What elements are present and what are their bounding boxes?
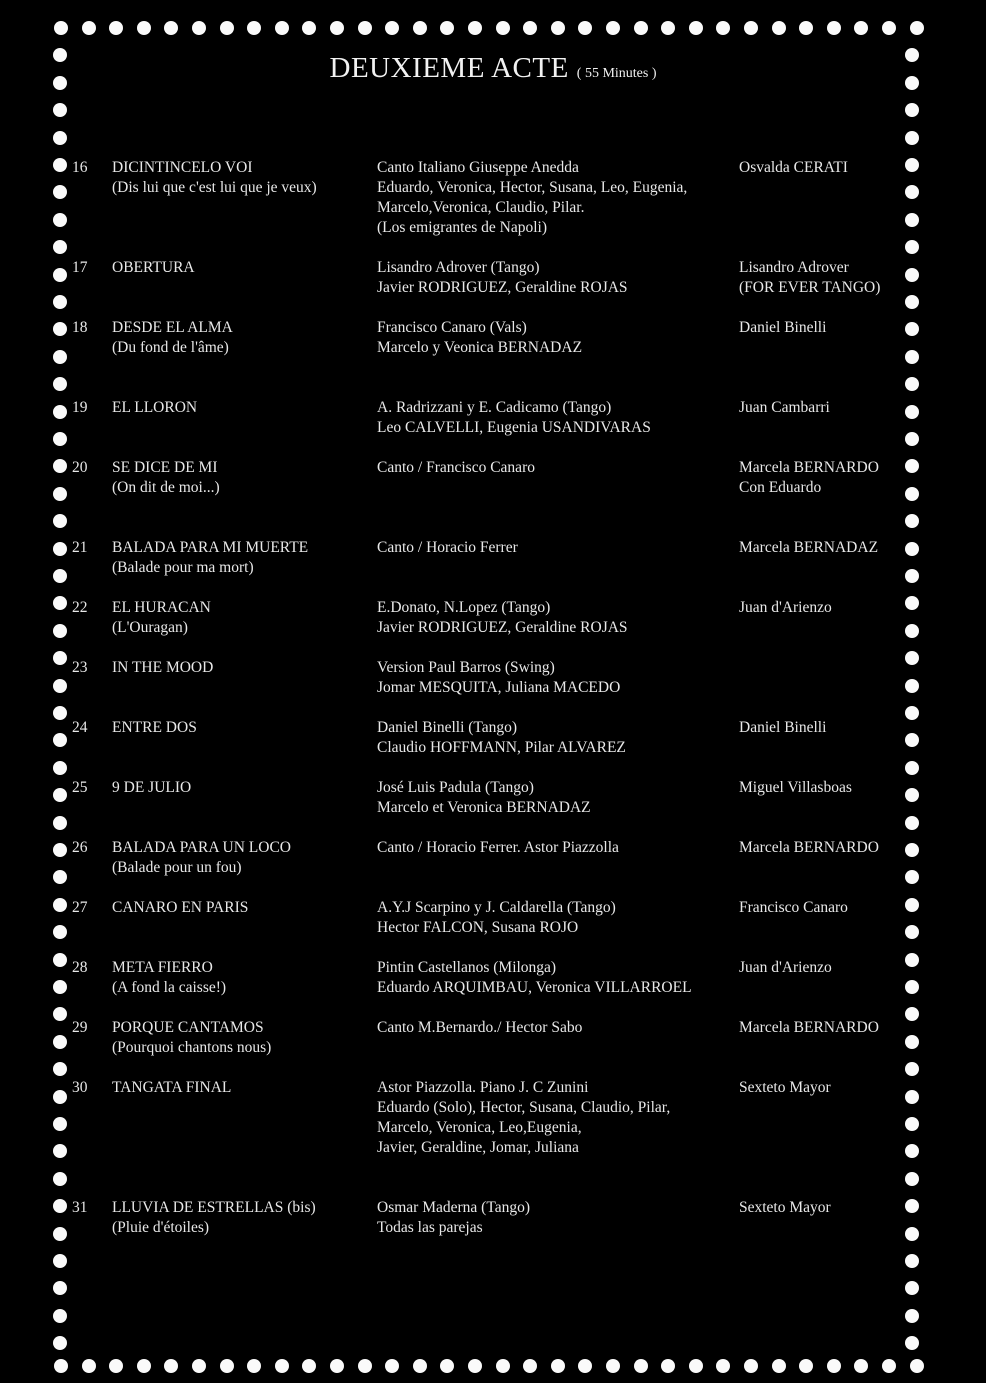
- entry-title-block: [112, 598, 372, 638]
- border-dot: [53, 542, 67, 556]
- entry-title: OBERTURA: [112, 259, 195, 276]
- detail-line: Eduardo ARQUIMBAU, Veronica VILLARROEL: [377, 979, 692, 996]
- border-dot: [358, 1359, 372, 1373]
- border-dot: [358, 21, 372, 35]
- entry-subtitle: (Pourquoi chantons nous): [112, 1039, 272, 1056]
- border-dot: [53, 706, 67, 720]
- border-dot: [716, 21, 730, 35]
- entry-title: BALADA PARA UN LOCO: [112, 839, 291, 856]
- border-dot: [905, 103, 919, 117]
- border-dot: [854, 1359, 868, 1373]
- border-dot: [54, 1359, 68, 1373]
- detail-line: Marcelo et Veronica BERNADAZ: [377, 799, 591, 816]
- border-dot: [772, 21, 786, 35]
- border-dot: [53, 679, 67, 693]
- entry-title-block: [112, 1018, 372, 1058]
- detail-line: Eduardo (Solo), Hector, Susana, Claudio, Pilar,: [377, 1099, 671, 1116]
- border-dot: [468, 1359, 482, 1373]
- border-dot: [247, 21, 261, 35]
- entry-number: 31: [72, 1199, 88, 1216]
- border-dot: [744, 21, 758, 35]
- border-dot: [330, 21, 344, 35]
- border-dot: [905, 1062, 919, 1076]
- border-dot: [192, 1359, 206, 1373]
- border-dot: [53, 925, 67, 939]
- border-dot: [689, 21, 703, 35]
- entry-details: [377, 838, 737, 858]
- detail-line: Canto / Horacio Ferrer: [377, 539, 518, 556]
- border-dot: [905, 1227, 919, 1241]
- entry-title: IN THE MOOD: [112, 659, 214, 676]
- entry-title-block: [112, 538, 372, 578]
- entry-number: 28: [72, 959, 88, 976]
- entry-artist: [739, 398, 919, 418]
- border-dot: [53, 1199, 67, 1213]
- border-dot: [882, 1359, 896, 1373]
- border-dot: [661, 21, 675, 35]
- detail-line: Javier, Geraldine, Jomar, Juliana: [377, 1139, 579, 1156]
- border-dot: [905, 1117, 919, 1131]
- artist-line: Marcela BERNADAZ: [739, 539, 879, 556]
- entry-details: [377, 598, 737, 638]
- detail-line: Todas las parejas: [377, 1219, 483, 1236]
- act-duration: ( 55 Minutes ): [576, 66, 657, 81]
- detail-line: Marcelo,Veronica, Claudio, Pilar.: [377, 199, 585, 216]
- artist-line: Sexteto Mayor: [739, 1199, 831, 1216]
- entry-artist: [739, 158, 919, 178]
- entry-subtitle: (Balade pour un fou): [112, 859, 242, 876]
- border-dot: [54, 21, 68, 35]
- border-dot: [910, 1359, 924, 1373]
- entry-artist: [739, 458, 919, 498]
- border-dot: [192, 21, 206, 35]
- detail-line: Version Paul Barros (Swing): [377, 659, 555, 676]
- border-dot: [164, 1359, 178, 1373]
- artist-line: Marcela BERNARDO: [739, 839, 879, 856]
- border-dot: [905, 377, 919, 391]
- border-dot: [53, 240, 67, 254]
- entry-subtitle: (Du fond de l'âme): [112, 339, 229, 356]
- border-dot: [53, 1117, 67, 1131]
- entry-subtitle: (Balade pour ma mort): [112, 559, 254, 576]
- entry-details: [377, 778, 737, 818]
- entry-number: 18: [72, 319, 88, 336]
- border-dot: [551, 21, 565, 35]
- border-dot: [523, 21, 537, 35]
- border-dot: [905, 1144, 919, 1158]
- border-dot: [905, 1309, 919, 1323]
- border-dot: [109, 21, 123, 35]
- border-dot: [551, 1359, 565, 1373]
- entry-details: [377, 1198, 737, 1238]
- entry-details: [377, 158, 737, 238]
- entry-number: 19: [72, 399, 88, 416]
- detail-line: (Los emigrantes de Napoli): [377, 219, 548, 236]
- detail-line: Osmar Maderna (Tango): [377, 1199, 530, 1216]
- border-dot: [905, 240, 919, 254]
- detail-line: Marcelo y Veonica BERNADAZ: [377, 339, 583, 356]
- border-dot: [744, 1359, 758, 1373]
- border-dot: [634, 21, 648, 35]
- entry-title: TANGATA FINAL: [112, 1079, 232, 1096]
- entry-title-block: [112, 958, 372, 998]
- detail-line: Hector FALCON, Susana ROJO: [377, 919, 579, 936]
- detail-line: Astor Piazzolla. Piano J. C Zunini: [377, 1079, 589, 1096]
- border-dot: [164, 21, 178, 35]
- detail-line: Daniel Binelli (Tango): [377, 719, 518, 736]
- border-dot: [53, 487, 67, 501]
- entry-artist: [739, 718, 919, 738]
- page-title: [0, 52, 986, 85]
- entry-number: 27: [72, 899, 88, 916]
- border-dot: [496, 21, 510, 35]
- border-dot: [905, 925, 919, 939]
- detail-line: Leo CALVELLI, Eugenia USANDIVARAS: [377, 419, 651, 436]
- border-dot: [53, 350, 67, 364]
- border-dot: [53, 733, 67, 747]
- border-dot: [53, 1254, 67, 1268]
- entry-number: 22: [72, 599, 88, 616]
- entry-artist: [739, 258, 919, 298]
- border-dot: [53, 103, 67, 117]
- entry-title: BALADA PARA MI MUERTE: [112, 539, 309, 556]
- border-dot: [53, 295, 67, 309]
- entry-title-block: [112, 1198, 372, 1238]
- artist-line: Sexteto Mayor: [739, 1079, 831, 1096]
- entry-title: PORQUE CANTAMOS: [112, 1019, 264, 1036]
- artist-line: Francisco Canaro: [739, 899, 848, 916]
- border-dot: [82, 1359, 96, 1373]
- detail-line: Canto / Horacio Ferrer. Astor Piazzolla: [377, 839, 619, 856]
- detail-line: A.Y.J Scarpino y J. Caldarella (Tango): [377, 899, 616, 916]
- border-dot: [827, 21, 841, 35]
- artist-line: Lisandro Adrover: [739, 259, 849, 276]
- border-dot: [882, 21, 896, 35]
- border-dot: [53, 624, 67, 638]
- entry-details: [377, 658, 737, 698]
- entry-details: [377, 318, 737, 358]
- border-dot: [53, 596, 67, 610]
- detail-line: Canto / Francisco Canaro: [377, 459, 535, 476]
- entry-artist: [739, 838, 919, 858]
- border-dot: [109, 1359, 123, 1373]
- entry-number: 20: [72, 459, 88, 476]
- border-dot: [634, 1359, 648, 1373]
- artist-line: Con Eduardo: [739, 479, 822, 496]
- detail-line: Canto Italiano Giuseppe Anedda: [377, 159, 579, 176]
- artist-line: Juan Cambarri: [739, 399, 830, 416]
- entry-title: DESDE EL ALMA: [112, 319, 233, 336]
- border-dot: [905, 816, 919, 830]
- border-dot: [496, 1359, 510, 1373]
- entry-subtitle: (L'Ouragan): [112, 619, 188, 636]
- border-dot: [905, 1172, 919, 1186]
- detail-line: Jomar MESQUITA, Juliana MACEDO: [377, 679, 621, 696]
- entry-title: EL LLORON: [112, 399, 198, 416]
- border-dot: [689, 1359, 703, 1373]
- detail-line: Canto M.Bernardo./ Hector Sabo: [377, 1019, 583, 1036]
- border-dot: [53, 870, 67, 884]
- border-dot: [53, 131, 67, 145]
- border-dot: [440, 1359, 454, 1373]
- entry-title: CANARO EN PARIS: [112, 899, 249, 916]
- border-dot: [53, 185, 67, 199]
- border-dot: [905, 1336, 919, 1350]
- entry-details: [377, 718, 737, 758]
- border-dot: [905, 569, 919, 583]
- border-dot: [468, 21, 482, 35]
- detail-line: A. Radrizzani y E. Cadicamo (Tango): [377, 399, 612, 416]
- entry-details: [377, 898, 737, 938]
- border-dot: [302, 1359, 316, 1373]
- detail-line: Lisandro Adrover (Tango): [377, 259, 540, 276]
- entry-title: DICINTINCELO VOI: [112, 159, 253, 176]
- border-dot: [53, 268, 67, 282]
- border-dot: [905, 651, 919, 665]
- border-dot: [53, 1227, 67, 1241]
- border-dot: [578, 1359, 592, 1373]
- border-dot: [716, 1359, 730, 1373]
- border-dot: [385, 21, 399, 35]
- border-dot: [53, 1336, 67, 1350]
- border-dot: [53, 1090, 67, 1104]
- border-dot: [53, 761, 67, 775]
- artist-line: Miguel Villasboas: [739, 779, 852, 796]
- border-dot: [606, 21, 620, 35]
- entry-title-block: [112, 658, 372, 678]
- artist-line: Marcela BERNARDO: [739, 1019, 879, 1036]
- detail-line: Claudio HOFFMANN, Pilar ALVAREZ: [377, 739, 626, 756]
- border-dot: [905, 213, 919, 227]
- artist-line: Daniel Binelli: [739, 719, 827, 736]
- border-dot: [905, 679, 919, 693]
- border-dot: [905, 1281, 919, 1295]
- border-dot: [53, 377, 67, 391]
- detail-line: E.Donato, N.Lopez (Tango): [377, 599, 551, 616]
- entry-title-block: [112, 778, 372, 798]
- border-dot: [53, 788, 67, 802]
- border-dot: [53, 843, 67, 857]
- border-dot: [137, 21, 151, 35]
- entry-number: 21: [72, 539, 88, 556]
- border-dot: [53, 1309, 67, 1323]
- border-dot: [910, 21, 924, 35]
- detail-line: Javier RODRIGUEZ, Geraldine ROJAS: [377, 619, 628, 636]
- border-dot: [905, 980, 919, 994]
- border-dot: [905, 185, 919, 199]
- border-dot: [905, 131, 919, 145]
- border-dot: [275, 21, 289, 35]
- entry-title-block: [112, 1078, 372, 1098]
- border-dot: [53, 898, 67, 912]
- entry-title-block: [112, 398, 372, 418]
- entry-title-block: [112, 458, 372, 498]
- entry-title-block: [112, 838, 372, 878]
- detail-line: Marcelo, Veronica, Leo,Eugenia,: [377, 1119, 582, 1136]
- border-dot: [53, 980, 67, 994]
- detail-line: José Luis Padula (Tango): [377, 779, 534, 796]
- entry-details: [377, 1078, 737, 1158]
- entry-number: 30: [72, 1079, 88, 1096]
- border-dot: [905, 350, 919, 364]
- border-dot: [523, 1359, 537, 1373]
- border-dot: [440, 21, 454, 35]
- entry-number: 26: [72, 839, 88, 856]
- border-dot: [275, 1359, 289, 1373]
- border-dot: [53, 514, 67, 528]
- entry-details: [377, 538, 737, 558]
- border-dot: [53, 1172, 67, 1186]
- border-dot: [53, 1062, 67, 1076]
- entry-title: 9 DE JULIO: [112, 779, 192, 796]
- border-dot: [413, 1359, 427, 1373]
- artist-line: Daniel Binelli: [739, 319, 827, 336]
- detail-line: Javier RODRIGUEZ, Geraldine ROJAS: [377, 279, 628, 296]
- entry-details: [377, 958, 737, 998]
- border-dot: [53, 1035, 67, 1049]
- border-dot: [799, 21, 813, 35]
- entry-title-block: [112, 318, 372, 358]
- entry-details: [377, 458, 737, 478]
- artist-line: Juan d'Arienzo: [739, 959, 832, 976]
- entry-title-block: [112, 898, 372, 918]
- detail-line: Eduardo, Veronica, Hector, Susana, Leo, Eugenia,: [377, 179, 688, 196]
- artist-line: Marcela BERNARDO: [739, 459, 879, 476]
- border-dot: [53, 1144, 67, 1158]
- border-dot: [53, 953, 67, 967]
- entry-artist: [739, 1018, 919, 1038]
- entry-title: EL HURACAN: [112, 599, 211, 616]
- entry-details: [377, 398, 737, 438]
- entry-number: 25: [72, 779, 88, 796]
- detail-line: Pintin Castellanos (Milonga): [377, 959, 557, 976]
- entry-subtitle: (Dis lui que c'est lui que je veux): [112, 179, 317, 196]
- border-dot: [220, 1359, 234, 1373]
- entry-artist: [739, 1198, 919, 1218]
- border-dot: [854, 21, 868, 35]
- border-dot: [772, 1359, 786, 1373]
- border-dot: [82, 21, 96, 35]
- border-dot: [220, 21, 234, 35]
- border-dot: [53, 322, 67, 336]
- border-dot: [905, 761, 919, 775]
- entry-artist: [739, 318, 919, 338]
- border-dot: [53, 816, 67, 830]
- border-dot: [905, 1254, 919, 1268]
- entry-title: LLUVIA DE ESTRELLAS (bis): [112, 1199, 316, 1216]
- entry-artist: [739, 958, 919, 978]
- entry-artist: [739, 598, 919, 618]
- entry-title: ENTRE DOS: [112, 719, 197, 736]
- border-dot: [53, 432, 67, 446]
- border-dot: [905, 514, 919, 528]
- border-dot: [53, 569, 67, 583]
- entry-title: SE DICE DE MI: [112, 459, 218, 476]
- border-dot: [661, 1359, 675, 1373]
- border-dot: [302, 21, 316, 35]
- entry-title-block: [112, 158, 372, 198]
- entry-subtitle: (On dit de moi...): [112, 479, 220, 496]
- border-dot: [905, 432, 919, 446]
- border-dot: [53, 651, 67, 665]
- entry-details: [377, 1018, 737, 1038]
- border-dot: [53, 1007, 67, 1021]
- artist-line: Juan d'Arienzo: [739, 599, 832, 616]
- border-dot: [247, 1359, 261, 1373]
- entry-artist: [739, 538, 919, 558]
- border-dot: [606, 1359, 620, 1373]
- entry-number: 24: [72, 719, 88, 736]
- artist-line: (FOR EVER TANGO): [739, 279, 881, 296]
- border-dot: [905, 870, 919, 884]
- entry-title: META FIERRO: [112, 959, 213, 976]
- entry-number: 16: [72, 159, 88, 176]
- border-dot: [385, 1359, 399, 1373]
- entry-subtitle: (Pluie d'étoiles): [112, 1219, 210, 1236]
- entry-number: 17: [72, 259, 88, 276]
- entry-subtitle: (A fond la caisse!): [112, 979, 227, 996]
- border-dot: [53, 459, 67, 473]
- border-dot: [827, 1359, 841, 1373]
- entry-artist: [739, 778, 919, 798]
- border-dot: [330, 1359, 344, 1373]
- border-dot: [53, 1281, 67, 1295]
- entry-artist: [739, 898, 919, 918]
- entry-details: [377, 258, 737, 298]
- entry-artist: [739, 1078, 919, 1098]
- artist-line: Osvalda CERATI: [739, 159, 848, 176]
- border-dot: [905, 624, 919, 638]
- detail-line: Francisco Canaro (Vals): [377, 319, 527, 336]
- entry-title-block: [112, 718, 372, 738]
- border-dot: [53, 158, 67, 172]
- border-dot: [413, 21, 427, 35]
- border-dot: [53, 405, 67, 419]
- border-dot: [578, 21, 592, 35]
- act-title: DEUXIEME ACTE: [329, 52, 569, 84]
- border-dot: [137, 1359, 151, 1373]
- border-dot: [53, 213, 67, 227]
- entry-title-block: [112, 258, 372, 278]
- border-dot: [799, 1359, 813, 1373]
- entry-number: 23: [72, 659, 88, 676]
- entry-number: 29: [72, 1019, 88, 1036]
